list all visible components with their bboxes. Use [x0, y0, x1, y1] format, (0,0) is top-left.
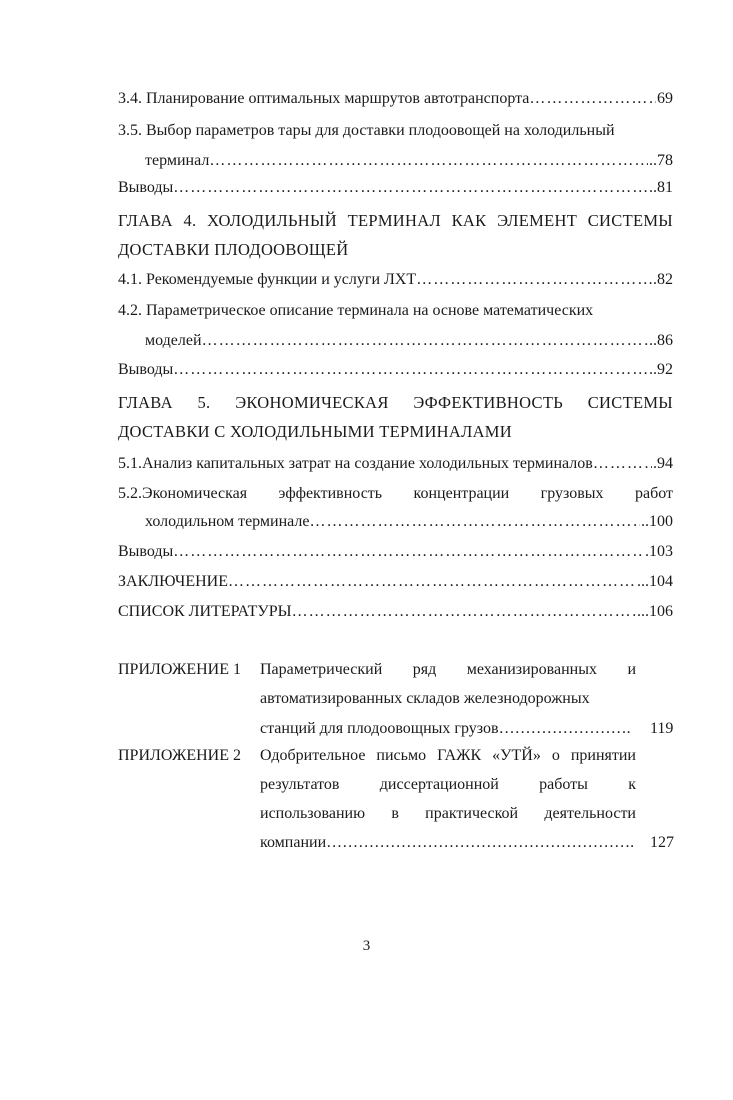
- toc-title: моделей: [145, 332, 202, 349]
- appendix-1-line2: автоматизированных складов железнодорожных: [260, 690, 590, 707]
- toc-entry-ch5-conclusions: [118, 539, 673, 565]
- appendix-1-line1: Параметрический ряд механизированных и: [260, 661, 636, 678]
- chapter-4-heading-line2: ДОСТАВКИ ПЛОДООВОЩЕЙ: [118, 240, 349, 259]
- appendix-2-label: ПРИЛОЖЕНИЕ 2: [118, 747, 242, 764]
- toc-title: холодильном терминале: [145, 513, 310, 530]
- page-number: 3: [362, 938, 371, 954]
- toc-leader: [529, 86, 656, 112]
- toc-page: ..86: [649, 332, 673, 349]
- toc-entry-3-5-line1: 3.5. Выбор параметров тары для доставки плодоовощей на холодильный: [118, 122, 615, 139]
- toc-page: .82: [653, 271, 673, 288]
- toc-page: ..78: [649, 152, 673, 169]
- toc-entry-4-2-line1: 4.2. Параметрическое описание терминала на основе математических: [118, 302, 594, 319]
- toc-leader: [228, 569, 636, 595]
- toc-entry-ch4-conclusions: [118, 357, 673, 383]
- toc-leader: [173, 539, 644, 565]
- toc-title: ЗАКЛЮЧЕНИЕ: [118, 573, 228, 590]
- appendix-2-line2: результатов диссертационной работы к: [260, 776, 636, 793]
- toc-page: 69: [657, 90, 673, 107]
- toc-leader: [173, 357, 648, 383]
- chapter-4-heading-line1: ГЛАВА 4. ХОЛОДИЛЬНЫЙ ТЕРМИНАЛ КАК ЭЛЕМЕНТ СИСТЕМЫ: [118, 211, 673, 230]
- appendix-2-line4: компании………………………………………………….: [260, 834, 635, 851]
- toc-leader: [416, 267, 652, 293]
- toc-leader: [593, 451, 652, 477]
- toc-page: ..100: [641, 513, 673, 530]
- toc-title: 4.1. Рекомендуемые функции и услуги ЛХТ: [118, 271, 417, 288]
- toc-entry-5-1: [118, 451, 673, 477]
- appendix-2-line3: использованию в практической деятельности: [260, 805, 636, 822]
- appendix-1-page: 119: [650, 720, 674, 737]
- toc-leader: [173, 175, 648, 201]
- toc-entry-5-2-line1: 5.2.Экономическая эффективность концентрации грузовых работ: [118, 485, 673, 502]
- appendix-1-label: ПРИЛОЖЕНИЕ 1: [118, 661, 242, 678]
- toc-entry-3-5-line2: [145, 148, 673, 174]
- toc-page: ..81: [649, 179, 673, 196]
- toc-page: ..92: [649, 361, 673, 378]
- appendix-1-line3: станций для плодоовощных грузов…………………….: [260, 720, 631, 737]
- toc-page: ...104: [637, 573, 673, 590]
- toc-entry-conclusion: [118, 569, 673, 595]
- toc-leader: [209, 148, 648, 174]
- toc-leader: [292, 599, 636, 625]
- toc-page: ...106: [637, 603, 673, 620]
- toc-leader: [310, 509, 641, 535]
- toc-title: 5.1.Анализ капитальных затрат на создание холодильных терминалов: [118, 455, 593, 472]
- toc-title: Выводы: [118, 179, 174, 196]
- toc-page: .103: [645, 543, 673, 560]
- toc-title: СПИСОК ЛИТЕРАТУРЫ: [118, 603, 292, 620]
- toc-title: Выводы: [118, 361, 174, 378]
- appendix-2-line1: Одобрительное письмо ГАЖК «УТЙ» о принятии: [260, 747, 636, 764]
- chapter-5-heading-line1: ГЛАВА 5. ЭКОНОМИЧЕСКАЯ ЭФФЕКТИВНОСТЬ СИСТЕМЫ: [118, 393, 673, 412]
- appendix-2-page: 127: [650, 834, 674, 851]
- chapter-5-heading-line2: ДОСТАВКИ С ХОЛОДИЛЬНЫМИ ТЕРМИНАЛАМИ: [118, 422, 512, 441]
- toc-title: 3.4. Планирование оптимальных маршрутов автотранспорта: [118, 90, 530, 107]
- toc-entry-4-1: [118, 267, 673, 293]
- toc-page: .94: [653, 455, 673, 472]
- toc-entry-4-2-line2: [145, 328, 673, 354]
- toc-entry-ch3-conclusions: [118, 175, 673, 201]
- toc-entry-5-2-line2: [145, 509, 673, 535]
- toc-title: Выводы: [118, 543, 174, 560]
- toc-leader: [202, 328, 648, 354]
- toc-entry-3-4: [118, 86, 673, 112]
- toc-title: терминал: [145, 152, 210, 169]
- toc-entry-references: [118, 599, 673, 625]
